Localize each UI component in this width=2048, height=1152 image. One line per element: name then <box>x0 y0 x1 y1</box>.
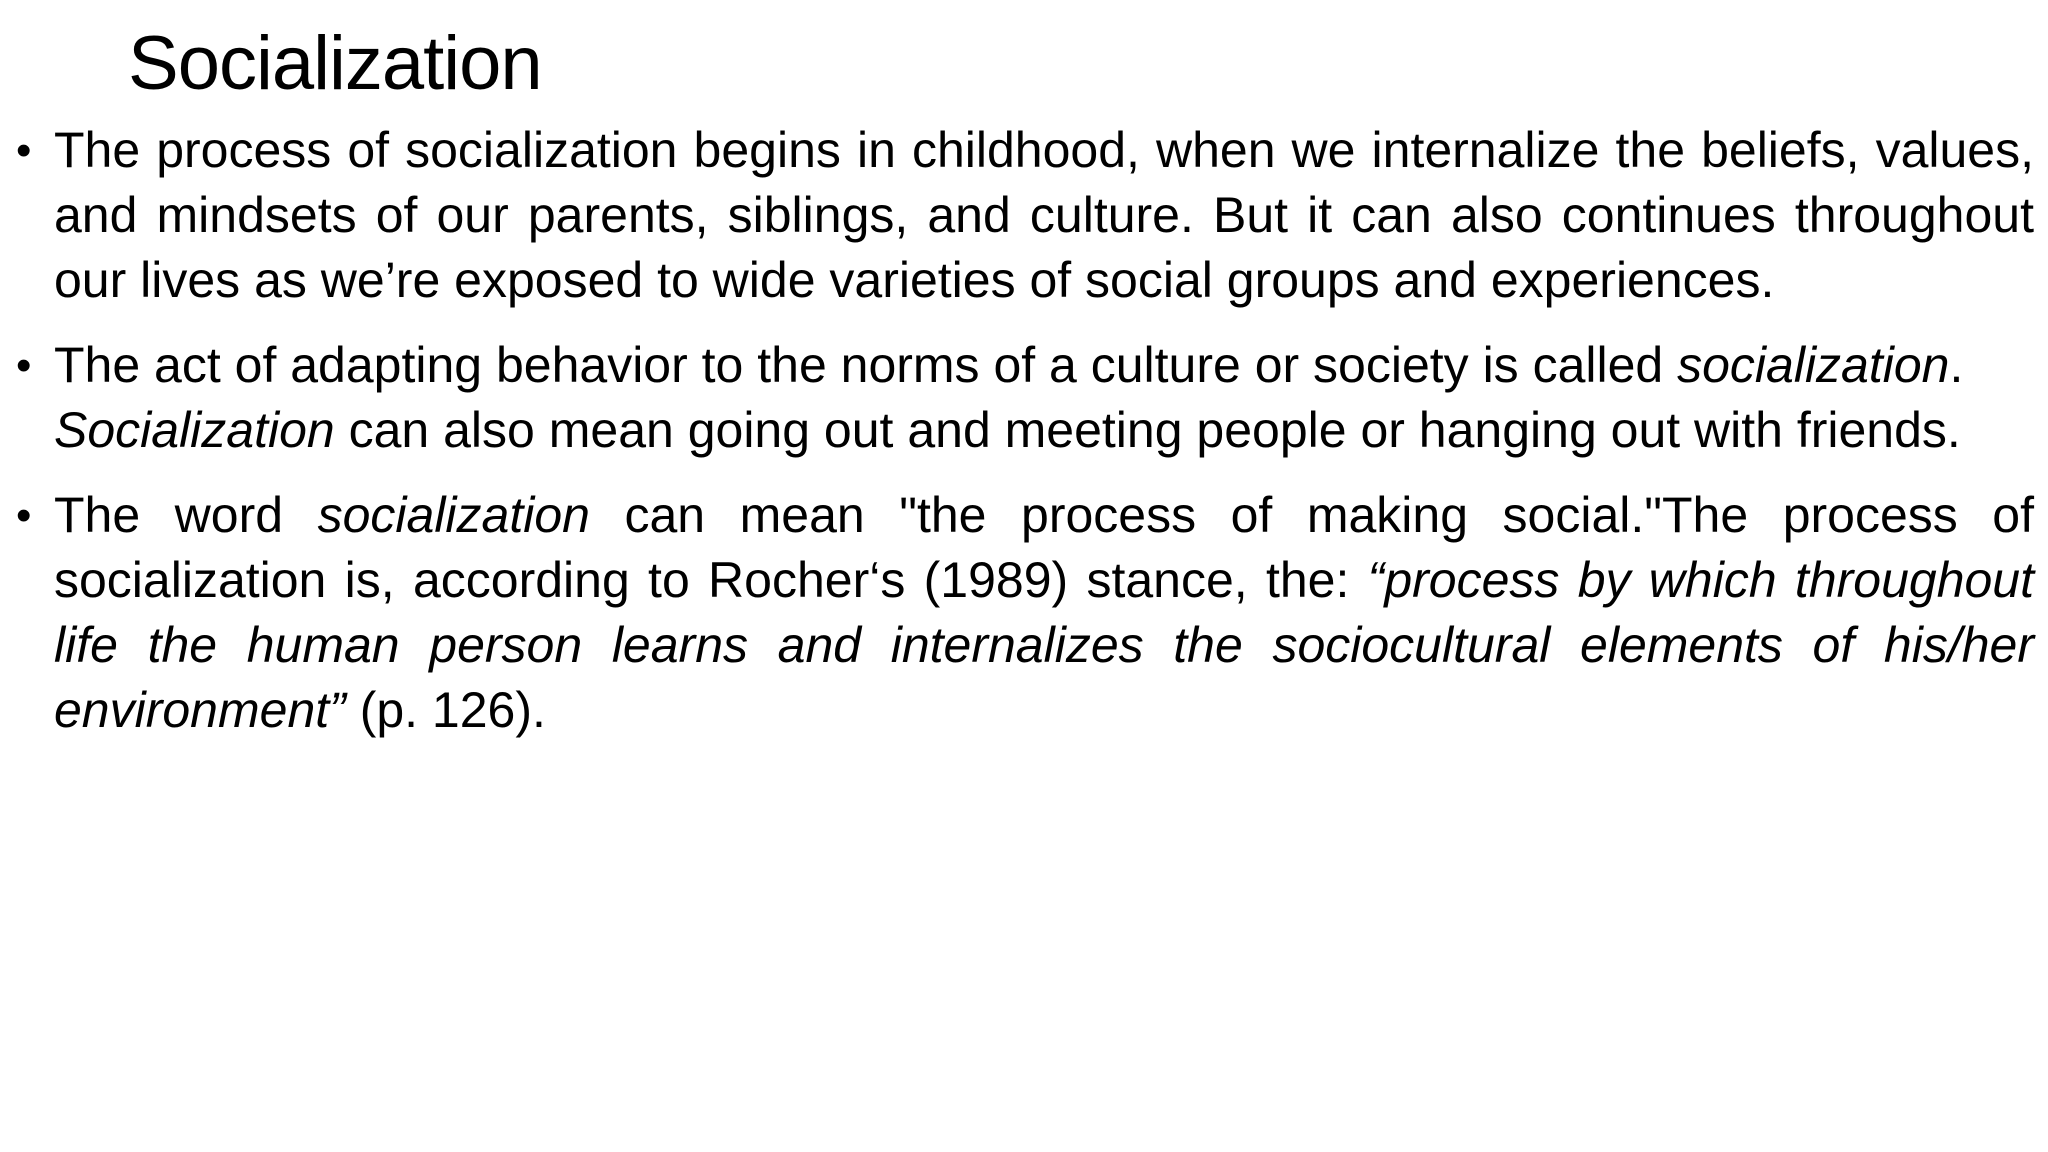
bullet-item <box>16 333 2034 463</box>
bullet-text-part: . <box>1949 337 1964 393</box>
bullet-dot-icon: • <box>16 341 32 390</box>
bullet-dot-icon: • <box>16 126 32 175</box>
bullet-text-part: The word <box>54 487 318 543</box>
bullet-text-italic: Socialization <box>54 402 335 458</box>
bullet-text <box>54 487 2034 738</box>
bullet-item <box>16 118 2034 313</box>
bullet-text <box>54 122 2034 308</box>
slide-title: Socialization <box>128 21 542 106</box>
bullet-text-part: can mean "the process of making social."The process of socialization is, according to Rocher‘s (1989) stance, the: <box>54 487 2034 608</box>
bullet-list <box>16 118 2035 763</box>
bullet-text <box>54 337 1963 458</box>
bullet-text-part: The process of socialization begins in childhood, when we internalize the beliefs, values, and mindsets of our parents, siblings, and culture. But it can also continues throughout our lives as we’re exposed to wide varieties of social groups and experiences. <box>54 122 2034 308</box>
bullet-dot-icon: • <box>16 491 32 540</box>
quotation-italic: “process by which throughout life the human person learns and internalizes the sociocultural elements of his/her environment” <box>54 552 2035 738</box>
bullet-text-italic: socialization <box>1677 337 1950 393</box>
bullet-text-part: The act of adapting behavior to the norms of a culture or society is called <box>54 337 1678 393</box>
bullet-item <box>16 483 2035 743</box>
bullet-text-italic: socialization <box>317 487 590 543</box>
citation-text: (p. 126). <box>345 682 546 738</box>
bullet-text-part: can also mean going out and meeting people or hanging out with friends. <box>334 402 1961 458</box>
